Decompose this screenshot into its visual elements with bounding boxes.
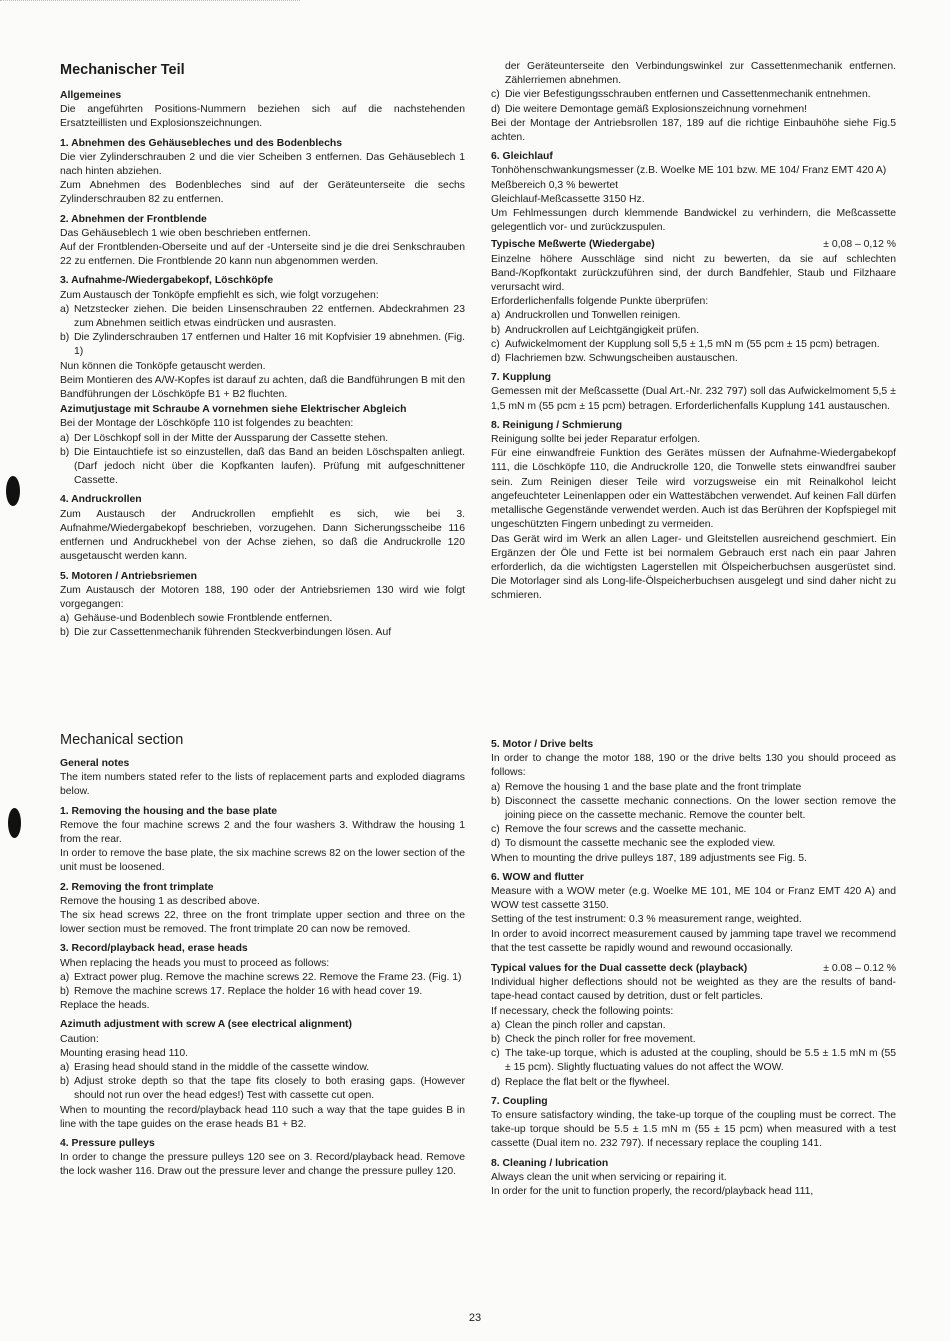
heading-1: 1. Abnehmen des Gehäusebleches und des Bodenblechs (60, 137, 342, 149)
paragraph: Remove the housing 1 as described above. (60, 895, 260, 907)
heading-general: General notes (60, 758, 130, 769)
german-section-title: Mechanischer Teil (60, 62, 185, 78)
page-number: 23 (468, 1312, 482, 1324)
list-item: b) Adjust stroke depth so that the tape fits closely to both erasing gaps. (However should not run over the head edges!) Test with cassette cut open. (60, 1076, 465, 1102)
paragraph: When to mounting the record/playback head 110 such a way that the tape guides B in line with the tape guides on the erase heads B1 + B2. (60, 1104, 465, 1130)
punch-hole-mark-upper (6, 476, 20, 506)
paragraph: Meßbereich 0,3 % bewertet (491, 179, 619, 191)
paragraph: Setting of the test instrument: 0.3 % measurement range, weighted. (491, 914, 802, 926)
list-item: a) Andruckrollen und Tonwellen reinigen. (491, 310, 681, 322)
heading-3: 3. Aufnahme-/Wiedergabekopf, Löschköpfe (60, 275, 274, 287)
list-item: c) Aufwickelmoment der Kupplung soll 5,5 ± 1,5 mN m (55 pcm ± 15 pcm) betragen. (491, 338, 880, 350)
paragraph: Das Gerät wird im Werk an allen Lager- und Gleitstellen ausreichend geschmiert. Ein Ergänzen der Öle und Fette ist bei normalem Gebrauch erst nach ein paar Jahren erforderlich, da die wichtigsten Lagerstellen mit Ölspeicherbuchsen ausgerüstet sind. Die Motorlager sind als Long-life-Ölspeicherbuchsen ausgelegt und sind daher nicht zu schmieren. (491, 533, 896, 602)
paragraph: Replace the heads. (60, 1000, 150, 1012)
paragraph: Bei der Montage der Antriebsrollen 187, 189 auf die richtige Einbauhöhe siehe Fig.5 achten. (491, 117, 896, 144)
list-item: a) Erasing head should stand in the middle of the cassette window. (60, 1062, 370, 1074)
list-item: d) Replace the flat belt or the flywheel. (491, 1076, 670, 1088)
list-item: d) Flachriemen bzw. Schwungscheiben austauschen. (491, 353, 738, 365)
azimuth-note: Azimutjustage mit Schraube A vornehmen siehe Elektrischer Abgleich (60, 404, 407, 416)
list-item: b) Check the pinch roller for free movement. (491, 1034, 696, 1046)
typical-values-row: Typische Meßwerte (Wiedergabe) ± 0,08 – 0,12 % (491, 239, 896, 251)
paragraph: Die angeführten Positions-Nummern beziehen sich auf die nachstehenden Ersatzteillisten und Explosionszeichnungen. (60, 104, 465, 130)
paragraph: In order to avoid incorrect measurement caused by jamming tape travel we recommend that the test cassette be rapidly wound and rewound occasionally. (491, 928, 896, 954)
paragraph: Reinigung sollte bei jeder Reparatur erfolgen. (491, 434, 701, 446)
paragraph: When to mounting the drive pulleys 187, 189 adjustments see Fig. 5. (491, 852, 807, 864)
english-left-column (60, 728, 465, 1180)
heading-8: 8. Cleaning / lubrication (491, 1157, 609, 1169)
paragraph: If necessary, check the following points: (491, 1005, 674, 1017)
paragraph: Gleichlauf-Meßcassette 3150 Hz. (491, 193, 645, 205)
paragraph: Zum Austausch der Andruckrollen empfiehlt es sich, wie bei 3. Aufnahme/Wiedergabekopf beschrieben, vorzugehen. Dann Sicherungsscheibe 116 entfernen und Andruckhebel von der Achse ziehen, so daß die Andruckrolle 120 ausgetauscht werden kann. (60, 508, 465, 563)
paragraph: Remove the four machine screws 2 and the four washers 3. Withdraw the housing 1 from the rear. (60, 819, 465, 846)
list-item: b) Die Eintauchtiefe ist so einzustellen, daß das Band an beiden Löschspalten anliegt. (Darf jedoch nicht über die Kopfkanten laufen). Prüfung mit aufgeschnittener Cassette. (60, 446, 465, 487)
paragraph: Das Gehäuseblech 1 wie oben beschrieben entfernen. (60, 227, 311, 239)
paragraph: Individual higher deflections should not be weighted as they are the results of band-tape-head contact caused by detrition, dust or felt particles. (491, 977, 896, 1003)
heading-6: 6. WOW and flutter (491, 871, 584, 883)
list-item: c) The take-up torque, which is adusted at the coupling, should be 5.5 ± 1.5 mN m (55 ± 15 pcm). Slightly fluctuating values do not affect the WOW. (491, 1048, 896, 1074)
paragraph: Einzelne höhere Ausschläge sind nicht zu bewerten, da sie auf schlechten Band-/Kopfkontakt zurückzuführen sind, der durch Bandfehler, Staub und Filzhaare verursacht wird. (491, 253, 896, 294)
heading-8: 8. Reinigung / Schmierung (491, 419, 623, 431)
paragraph: Die vier Zylinderschrauben 2 und die vier Scheiben 3 entfernen. Das Gehäuseblech 1 nach hinten abziehen. (60, 151, 465, 178)
azimuth-note: Azimuth adjustment with screw A (see electrical alignment) (60, 1019, 352, 1031)
paragraph: Caution: (60, 1033, 99, 1045)
punch-hole-mark-lower (8, 808, 21, 838)
paragraph: The six head screws 22, three on the front trimplate upper section and three on the lower section must be removed. The front trimplate 20 can now be removed. (60, 910, 465, 936)
scan-artifact-line (0, 0, 300, 4)
heading-7: 7. Kupplung (491, 372, 552, 384)
paragraph: Mounting erasing head 110. (60, 1047, 189, 1059)
heading-allgemeines: Allgemeines (60, 90, 122, 101)
paragraph: der Geräteunterseite den Verbindungswinkel zur Cassettenmechanik entfernen. Zählerriemen abnehmen. (505, 61, 896, 87)
list-item: a) Gehäuse-und Bodenblech sowie Frontblende entfernen. (60, 613, 333, 625)
paragraph: Bei der Montage der Löschköpfe 110 ist folgendes zu beachten: (60, 418, 354, 430)
paragraph: Auf der Frontblenden-Oberseite und auf der -Unterseite sind je die drei Senkschrauben 22 zu entfernen. Die Frontblende 20 kann nun abgenommen werden. (60, 242, 465, 268)
english-section-title: Mechanical section (60, 732, 184, 748)
heading-7: 7. Coupling (491, 1095, 548, 1107)
list-item: b) Remove the machine screws 17. Replace the holder 16 with head cover 19. (60, 986, 423, 998)
typical-values-row: Typical values for the Dual cassette deck (playback) ± 0.08 – 0.12 % (491, 963, 896, 975)
paragraph: Zum Abnehmen des Bodenbleches sind auf der Geräteunterseite die sechs Zylinderschrauben 82 zu entfernen. (60, 180, 465, 206)
list-item: d) Die weitere Demontage gemäß Explosionszeichnung vornehmen! (491, 103, 808, 115)
list-item: d) To dismount the cassette mechanic see the exploded view. (491, 838, 776, 850)
heading-4: 4. Pressure pulleys (60, 1138, 155, 1150)
paragraph: Erforderlichenfalls folgende Punkte überprüfen: (491, 296, 709, 308)
paragraph: Zum Austausch der Motoren 188, 190 oder der Antriebsriemen 130 wird wie folgt vorgegangen: (60, 584, 465, 610)
paragraph: Für eine einwandfreie Funktion des Gerätes müssen der Aufnahme-Wiedergabekopf 111, die Löschköpfe 110, die Andruckrolle 120, die Tonwelle stets einwandfrei sauber sein. Zum Reinigen dieser Teile wird vorzugsweise ein mit Reinalkohol leicht angefeuchteter Leinenlappen oder ein Wattestäbchen verwendet. Auf keinen Fall dürfen metallische Gegenstände verwendet werden. Auch ist das Berühren der Kopfspiegel mit ungeschützten Fingern unbedingt zu vermeiden. (491, 448, 896, 531)
paragraph: Um Fehlmessungen durch klemmende Bandwickel zu verhindern, die Meßcassette gelegentlich vor- und zurückzuspulen. (491, 208, 896, 234)
paragraph: Measure with a WOW meter (e.g. Woelke ME 101, ME 104 or Franz EMT 420 A) and WOW test cassette 3150. (491, 886, 896, 912)
list-item: a) Netzstecker ziehen. Die beiden Linsenschrauben 22 entfernen. Abdeckrahmen 23 zum Abnehmen seitlich etwas eindrücken und ausrasten. (60, 303, 465, 330)
list-item: a) Extract power plug. Remove the machine screws 22. Remove the Frame 23. (Fig. 1) (60, 971, 462, 983)
english-right-column (491, 738, 896, 1199)
paragraph: Beim Montieren des A/W-Kopfes ist darauf zu achten, daß die Bandführungen B mit den Bandführungen der Löschköpfe B1 + B2 fluchten. (60, 374, 465, 401)
list-item: b) Andruckrollen auf Leichtgängigkeit prüfen. (491, 324, 700, 336)
paragraph: In order for the unit to function properly, the record/playback head 111, (491, 1186, 814, 1198)
heading-2: 2. Abnehmen der Frontblende (60, 213, 207, 225)
list-item: c) Die vier Befestigungsschrauben entfernen und Cassettenmechanik entnehmen. (491, 89, 871, 101)
paragraph: In order to change the motor 188, 190 or the drive belts 130 you should proceed as follows: (491, 753, 896, 779)
heading-2: 2. Removing the front trimplate (60, 881, 214, 893)
paragraph: In order to remove the base plate, the six machine screws 82 on the lower section of the unit must be loosened. (60, 848, 465, 874)
german-left-column (60, 60, 465, 641)
list-item: b) Die Zylinderschrauben 17 entfernen und Halter 16 mit Kopfvisier 19 abnehmen. (Fig. 1) (60, 332, 465, 358)
heading-5: 5. Motoren / Antriebsriemen (60, 570, 198, 582)
paragraph: Tonhöhenschwankungsmesser (z.B. Woelke ME 101 bzw. ME 104/ Franz EMT 420 A) (491, 165, 887, 177)
german-right-column (491, 60, 896, 604)
heading-1: 1. Removing the housing and the base plate (60, 805, 278, 817)
paragraph: Always clean the unit when servicing or repairing it. (491, 1171, 727, 1183)
list-item: a) Der Löschkopf soll in der Mitte der Aussparung der Cassette stehen. (60, 432, 389, 444)
list-item: a) Remove the housing 1 and the base plate and the front trimplate (491, 781, 802, 793)
heading-5: 5. Motor / Drive belts (491, 739, 594, 750)
paragraph: In order to change the pressure pulleys 120 see on 3. Record/playback head. Remove the lock washer 116. Draw out the pressure lever and change the pressure pulley 120. (60, 1152, 465, 1178)
list-item: c) Remove the four screws and the cassette mechanic. (491, 824, 747, 836)
paragraph: The item numbers stated refer to the lists of replacement parts and exploded diagrams below. (60, 772, 465, 798)
paragraph: To ensure satisfactory winding, the take-up torque of the coupling must be correct. The take-up torque should be 5.5 ± 1.5 mN m (55 ± 15 pcm) when measured with a test cassette (Dual item no. 232 797). If necessary replace the coupling 141. (491, 1110, 896, 1150)
paragraph: When replacing the heads you must to proceed as follows: (60, 957, 330, 969)
heading-3: 3. Record/playback head, erase heads (60, 943, 248, 955)
list-item: a) Clean the pinch roller and capstan. (491, 1019, 666, 1031)
paragraph: Gemessen mit der Meßcassette (Dual Art.-Nr. 232 797) soll das Aufwickelmoment 5,5 ± 1,5 mN m (55 pcm ± 15 pcm) betragen. Erforderlichenfalls Kupplung 141 austauschen. (491, 386, 896, 412)
paragraph: Zum Austausch der Tonköpfe empfiehlt es sich, wie folgt vorzugehen: (60, 289, 379, 301)
list-item: b) Die zur Cassettenmechanik führenden Steckverbindungen lösen. Auf (60, 627, 392, 639)
heading-6: 6. Gleichlauf (491, 151, 553, 163)
heading-4: 4. Andruckrollen (60, 494, 142, 506)
paragraph: Nun können die Tonköpfe getauscht werden. (60, 360, 266, 372)
list-item: b) Disconnect the cassette mechanic connections. On the lower section remove the joining piece on the cassette mechanic. Remove the counter belt. (491, 795, 896, 822)
